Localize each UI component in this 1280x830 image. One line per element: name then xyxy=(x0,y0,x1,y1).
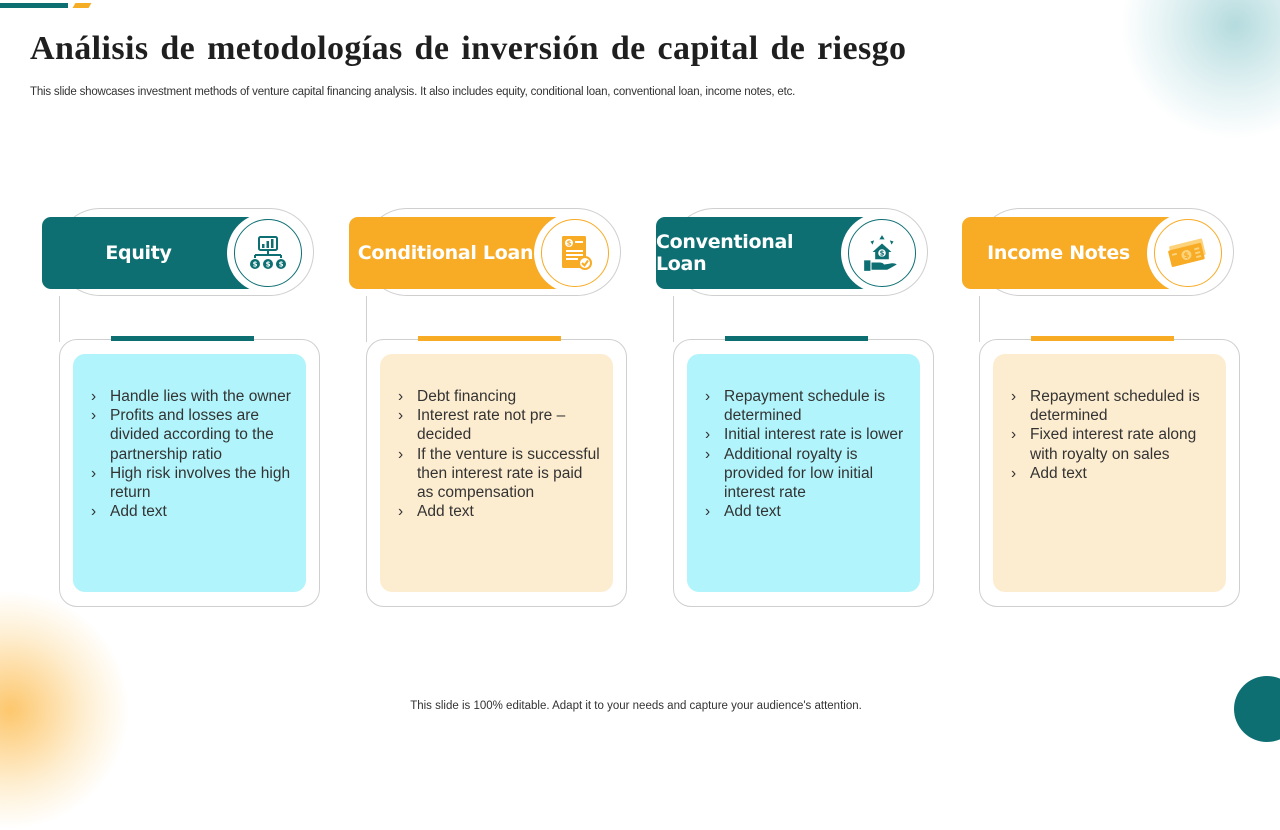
list-item: › High risk involves the high return xyxy=(91,464,296,502)
point-list xyxy=(91,387,296,521)
money-chart-icon xyxy=(248,233,288,273)
list-item: › Additional royalty is provided for low initial interest rate xyxy=(705,445,910,503)
content-box xyxy=(380,354,613,592)
svg-text:$: $ xyxy=(1182,250,1191,261)
card-label-pill xyxy=(962,217,1177,289)
content-accent-line xyxy=(111,336,254,341)
svg-text:$: $ xyxy=(879,249,885,258)
connector-line xyxy=(979,296,980,342)
card-conventional-loan xyxy=(656,208,931,608)
list-item: › Profits and losses are divided according to the partnership ratio xyxy=(91,406,296,464)
content-box xyxy=(687,354,920,592)
slide-footer: This slide is 100% editable. Adapt it to your needs and capture your audience's attention. xyxy=(410,700,862,712)
list-item: › Add text xyxy=(398,502,603,521)
connector-line xyxy=(59,296,60,342)
hand-money-house-icon xyxy=(861,232,903,274)
svg-text:$: $ xyxy=(265,260,271,269)
point-list xyxy=(398,387,603,521)
icon-badge xyxy=(541,219,609,287)
list-item: › Repayment schedule is determined xyxy=(705,387,910,425)
list-item: › Repayment scheduled is determined xyxy=(1011,387,1216,425)
card-label-pill xyxy=(349,217,564,289)
list-item: › Interest rate not pre – decided xyxy=(398,406,603,444)
card-label: Conditional Loan xyxy=(357,242,534,264)
card-label-pill xyxy=(42,217,257,289)
list-item: › If the venture is successful then interest rate is paid as compensation xyxy=(398,445,603,503)
decorative-blob-top-right xyxy=(1120,0,1280,140)
content-accent-line xyxy=(418,336,561,341)
content-accent-line xyxy=(725,336,868,341)
top-accent-bar xyxy=(0,3,68,8)
point-list xyxy=(705,387,910,521)
card-income-notes xyxy=(962,208,1237,608)
point-list xyxy=(1011,387,1216,483)
card-conditional-loan xyxy=(349,208,624,608)
svg-text:$: $ xyxy=(566,239,572,248)
list-item: › Add text xyxy=(1011,464,1216,483)
top-accent-slash xyxy=(73,3,92,8)
list-item: › Fixed interest rate along with royalty on sales xyxy=(1011,425,1216,463)
list-item: › Add text xyxy=(91,502,296,521)
list-item: › Handle lies with the owner xyxy=(91,387,296,406)
list-item: › Debt financing xyxy=(398,387,603,406)
card-label: Income Notes xyxy=(987,242,1130,264)
cash-bills-icon xyxy=(1165,233,1211,273)
content-box xyxy=(73,354,306,592)
icon-badge xyxy=(848,219,916,287)
list-item: › Add text xyxy=(705,502,910,521)
card-label-pill xyxy=(656,217,871,289)
list-item: › Initial interest rate is lower xyxy=(705,425,910,444)
icon-badge xyxy=(234,219,302,287)
card-label: Conventional Loan xyxy=(656,231,794,275)
document-check-icon xyxy=(555,233,595,273)
slide-title: Análisis de metodologías de inversión de capital de riesgo xyxy=(30,30,907,67)
icon-badge xyxy=(1154,219,1222,287)
slide-subtitle: This slide showcases investment methods of venture capital financing analysis. It also includes equity, conditional loan, conventional loan, income notes, etc. xyxy=(30,86,796,98)
content-accent-line xyxy=(1031,336,1174,341)
card-equity xyxy=(42,208,317,608)
svg-text:$: $ xyxy=(278,260,284,269)
content-box xyxy=(993,354,1226,592)
card-label: Equity xyxy=(105,242,172,264)
svg-text:$: $ xyxy=(252,260,258,269)
connector-line xyxy=(673,296,674,342)
connector-line xyxy=(366,296,367,342)
